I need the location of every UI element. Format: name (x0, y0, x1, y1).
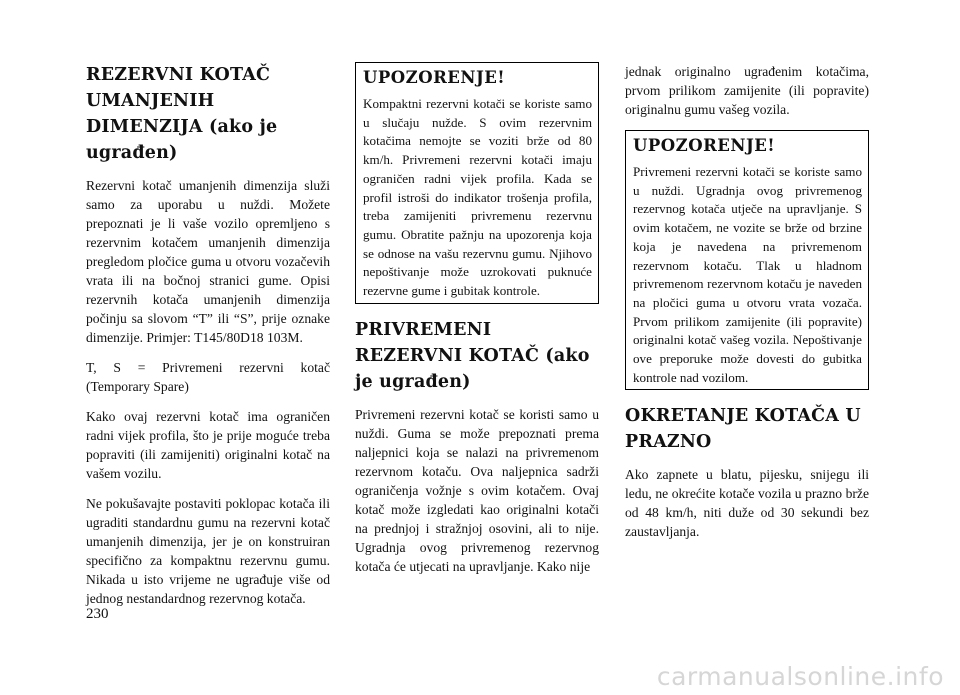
warning-text: Privremeni rezervni kotači se koriste samo u nuždi. Ugradnja ovog privremenog rezervnog kotača utječe na upravljanje. S ovim kotačem, ne vozite se brže od brzine koja je navedena na privremenom rezervnom kotaču. Tlak u hladnom privremenom rezervnom kotaču je naveden na pločici guma u otvoru vrata vozača. Prvom prilikom zamijenite (ili popravite) originalni kotač vašeg vozila. Nepoštivanje ove preporuke može dovesti do gubitka kontrole nad vozilom. (633, 164, 862, 385)
column-right (625, 62, 869, 552)
section-heading-temporary-spare: PRIVREMENI REZERVNI KOTAČ (ako je ugrađen) (355, 319, 590, 392)
column-left (86, 62, 330, 619)
paragraph-wheel-spin: Ako zapnete u blatu, pijesku, snijegu ili ledu, ne okrećite kotače vozila u prazno brže od 48 km/h, niti duže od 30 sekundi bez zaustavljanja. (625, 467, 869, 540)
warning-box (355, 62, 599, 304)
warning-title: UPOZORENJE! (363, 68, 506, 87)
warning-text: Kompaktni rezervni kotači se koriste samo u slučaju nužde. S ovim rezervnim kotačima nemojte se voziti brže od 80 km/h. Privremeni rezervni kotači imaju ograničen radni vijek profila. Kada se profil istroši do indikator trošenja profila, treba zamijeniti privremenu rezervnu gumu. Obratite pažnju na upozorenja koja se odnose na vašu rezervnu gumu. Njihovo nepoštivanje može uzrokovati puknuće rezervne gume i gubitak kontrole. (363, 96, 592, 299)
section-heading-compact-spare: REZERVNI KOTAČ UMANJENIH DIMENZIJA (ako je ugrađen) (86, 65, 278, 163)
warning-title: UPOZORENJE! (633, 136, 776, 155)
column-middle (355, 62, 599, 587)
paragraph-tread-life: Kako ovaj rezervni kotač ima ograničen radni vijek profila, što je prije moguće treba popraviti (ili zamijeniti) originalni kotač na vašem vozilu. (86, 409, 330, 481)
paragraph-intro: Rezervni kotač umanjenih dimenzija služi samo za uporabu u nuždi. Možete prepoznati je li vaše vozilo opremljeno s rezervnim kotačem umanjenih dimenzija pregledom pločice guma u otvoru vozačevih vrata ili na bočnoj stranici gume. Opisi rezervnih kotača umanjenih dimenzija počinju sa slovom “T” ili “S”, prije oznake dimenzije. Primjer: T145/80D18 103M. (86, 178, 330, 345)
watermark: carmanualsonline.info (656, 662, 944, 691)
paragraph-definition: T, S = Privremeni rezervni kotač (Temporary Spare) (86, 360, 330, 394)
paragraph-continuation: jednak originalno ugrađenim kotačima, prvom prilikom zamijenite (ili popravite) originalnu gumu vašeg vozila. (625, 64, 869, 117)
paragraph-temporary-spare: Privremeni rezervni kotač se koristi samo u nuždi. Guma se može prepoznati prema naljepnici koja se nalazi na privremenom rezervnom kotaču. Ova naljepnica sadrži ograničenja vožnje s ovim kotačem. Ovaj kotač može izgledati kao originalni kotači na prednjoj i stražnjoj osovini, ali to nije. Ugradnja ovog privremenog rezervnog kotača će utjecati na upravljanje. Kako nije (355, 406, 599, 574)
warning-box (625, 130, 869, 390)
paragraph-hubcap-warning: Ne pokušavajte postaviti poklopac kotača ili ugraditi standardnu gumu na rezervni kotač umanjenih dimenzija, jer je on konstruiran specifično za kompaktnu rezervnu gumu. Nikada u isto vrijeme ne ugrađuje više od jednog nestandardnog rezervnog kotača. (86, 496, 330, 606)
page-number: 230 (86, 606, 109, 622)
section-heading-wheel-spin: OKRETANJE KOTAČA U PRAZNO (625, 406, 861, 453)
